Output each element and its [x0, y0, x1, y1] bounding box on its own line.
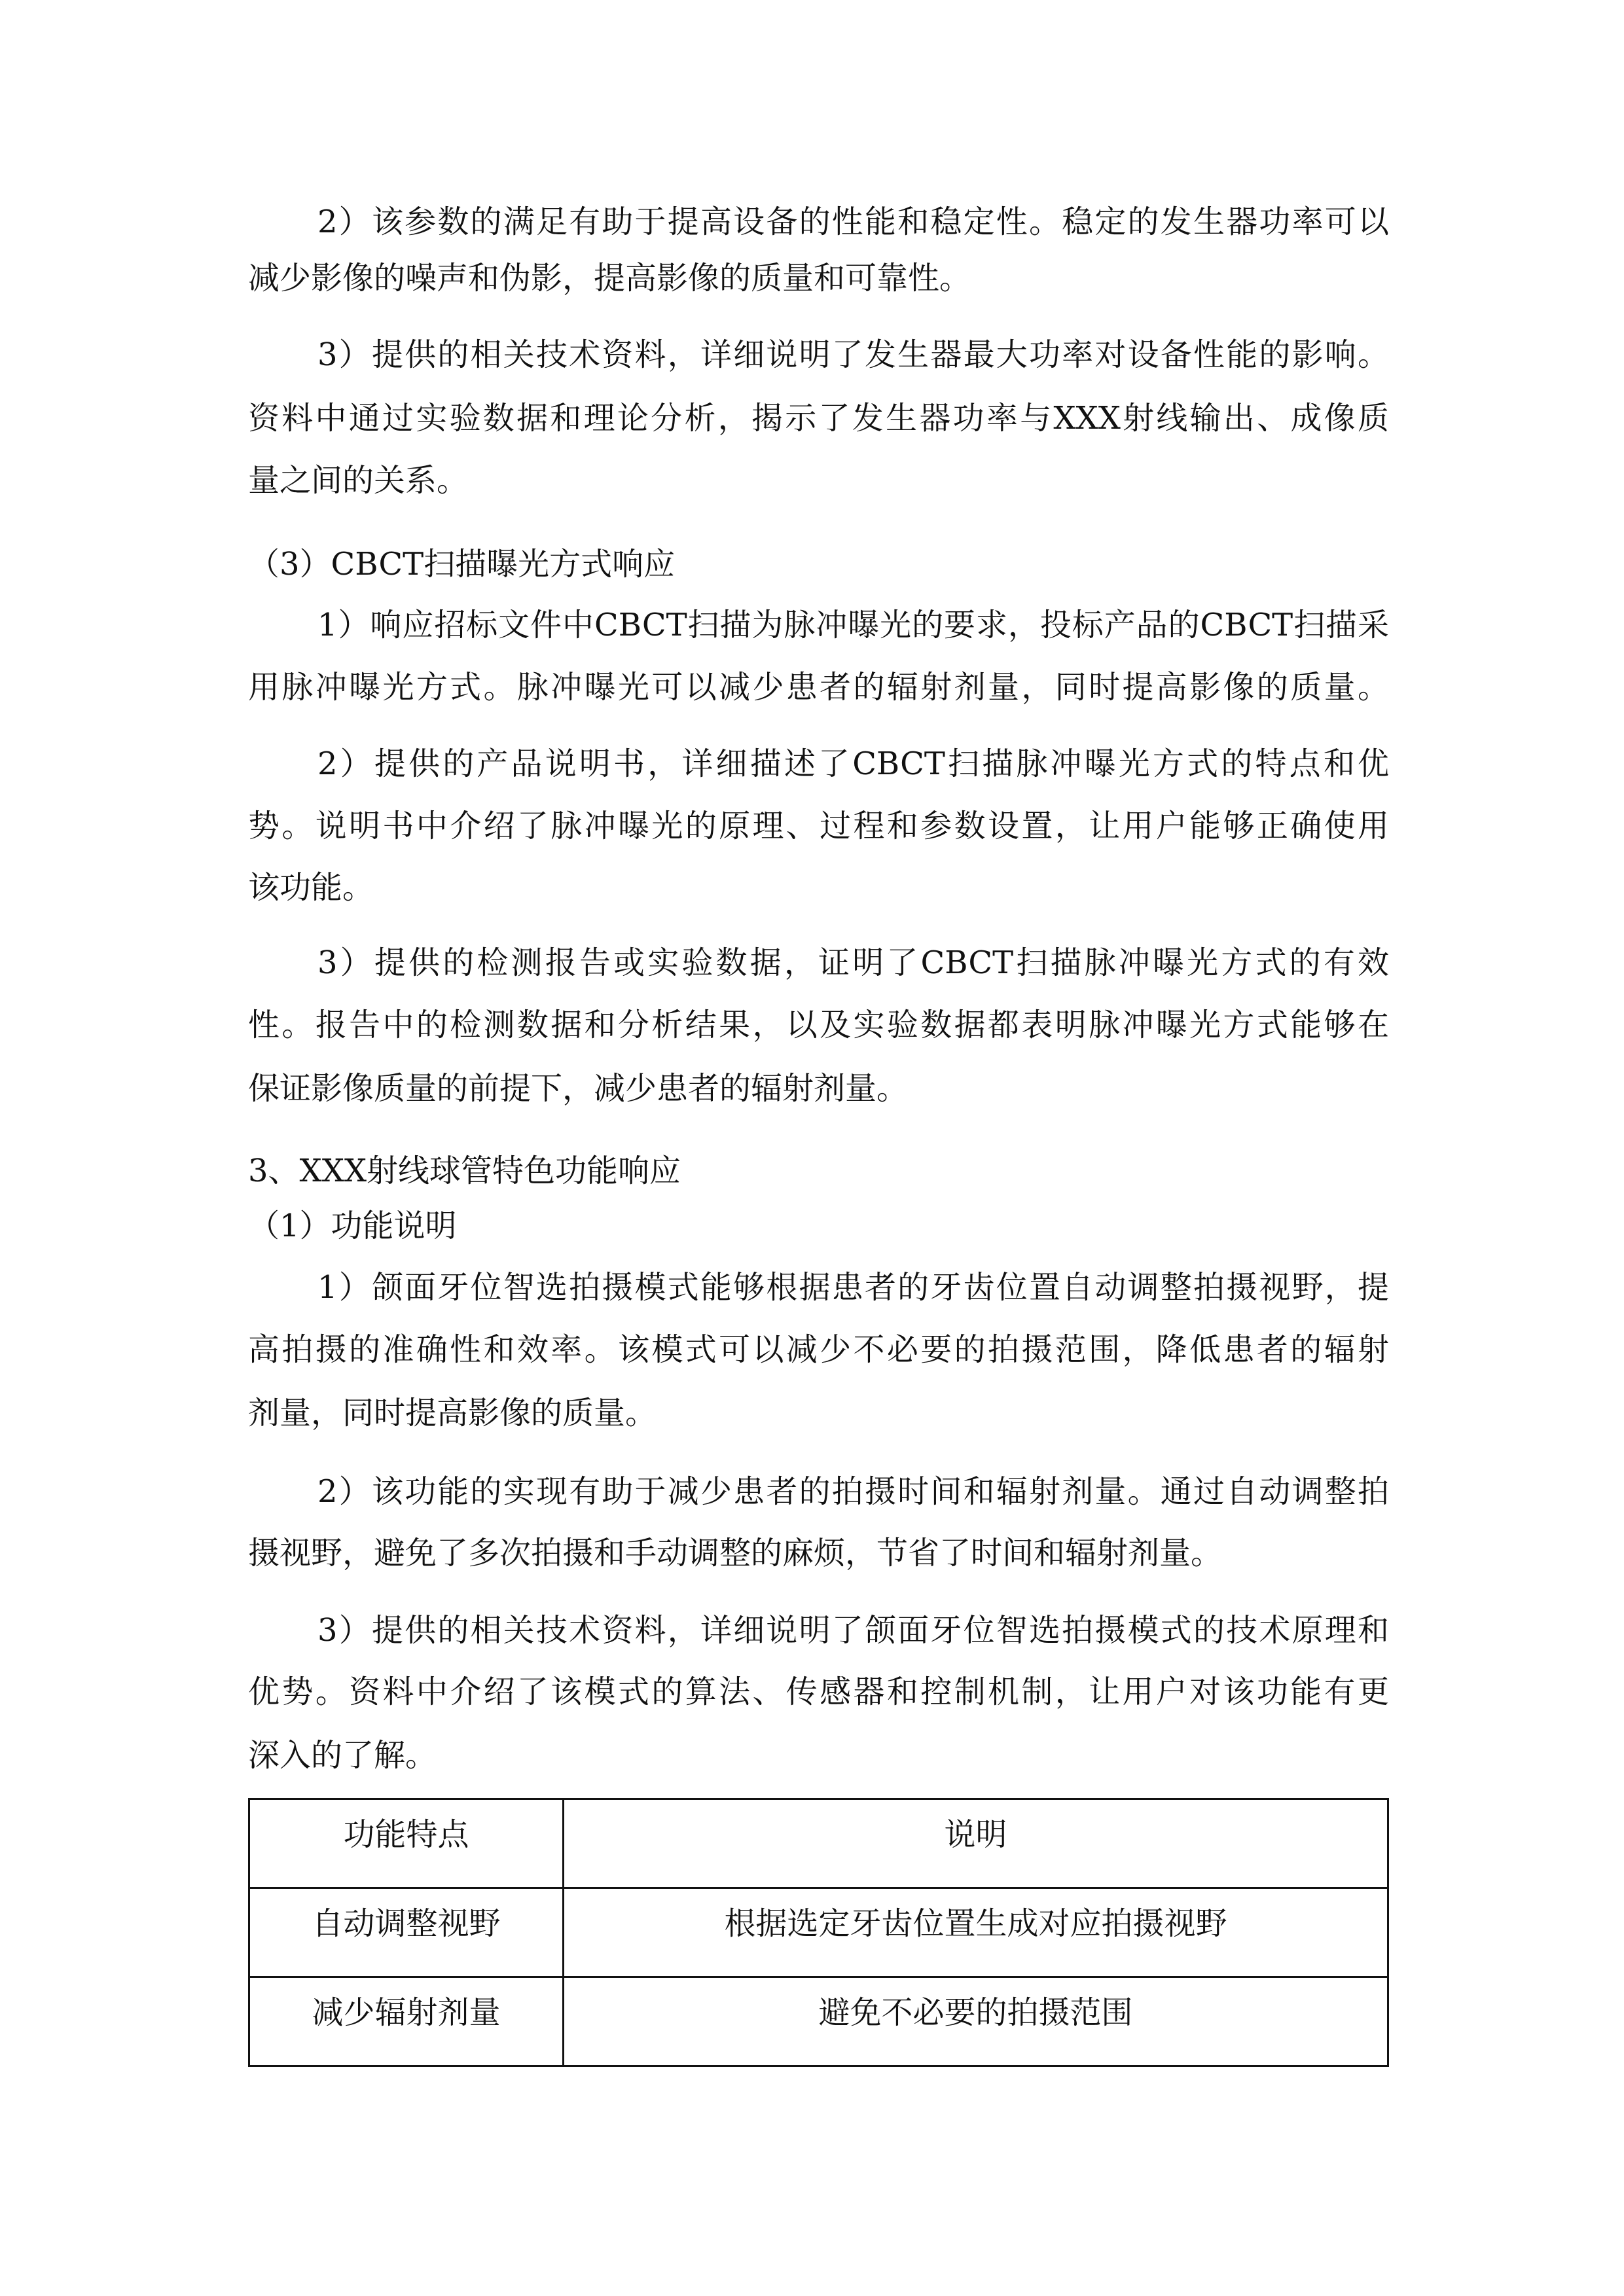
- paragraph-line: 减少影像的噪声和伪影，提高影像的质量和可靠性。: [248, 260, 971, 296]
- paragraph-line: 3）提供的相关技术资料，详细说明了颌面牙位智选拍摄模式的技术原理和: [317, 1612, 1389, 1649]
- table-header-row: [249, 1799, 1388, 1888]
- paragraph-line: 2）该参数的满足有助于提高设备的性能和稳定性。稳定的发生器功率可以: [317, 204, 1389, 240]
- paragraph-line: 性。报告中的检测数据和分析结果，以及实验数据都表明脉冲曝光方式能够在: [248, 1007, 1389, 1043]
- feature-table: [248, 1798, 1389, 2067]
- paragraph-line: 用脉冲曝光方式。脉冲曝光可以减少患者的辐射剂量，同时提高影像的质量。: [248, 669, 1389, 706]
- paragraph-line: 2）该功能的实现有助于减少患者的拍摄时间和辐射剂量。通过自动调整拍: [317, 1473, 1389, 1510]
- section-heading: （3）CBCT扫描曝光方式响应: [248, 546, 676, 583]
- paragraph-line: 资料中通过实验数据和理论分析，揭示了发生器功率与XXX射线输出、成像质: [248, 400, 1389, 437]
- paragraph-line: 高拍摄的准确性和效率。该模式可以减少不必要的拍摄范围，降低患者的辐射: [248, 1331, 1389, 1368]
- paragraph-line: 2）提供的产品说明书，详细描述了CBCT扫描脉冲曝光方式的特点和优: [317, 745, 1389, 782]
- table-cell: 自动调整视野: [249, 1888, 564, 1977]
- paragraph-line: 3）提供的相关技术资料，详细说明了发生器最大功率对设备性能的影响。: [317, 336, 1389, 373]
- table-row: [249, 1977, 1388, 2066]
- table-header-cell: 说明: [564, 1799, 1388, 1888]
- table-row: [249, 1888, 1388, 1977]
- paragraph-line: 保证影像质量的前提下，减少患者的辐射剂量。: [248, 1070, 909, 1107]
- paragraph-line: 1）响应招标文件中CBCT扫描为脉冲曝光的要求，投标产品的CBCT扫描采: [317, 607, 1389, 643]
- table-cell: 减少辐射剂量: [249, 1977, 564, 2066]
- table-cell: 避免不必要的拍摄范围: [564, 1977, 1388, 2066]
- table-cell: 根据选定牙齿位置生成对应拍摄视野: [564, 1888, 1388, 1977]
- subsection-heading: （1）功能说明: [248, 1208, 457, 1244]
- paragraph-line: 剂量，同时提高影像的质量。: [248, 1395, 657, 1431]
- table-header-cell: 功能特点: [249, 1799, 564, 1888]
- paragraph-line: 势。说明书中介绍了脉冲曝光的原理、过程和参数设置，让用户能够正确使用: [248, 808, 1389, 844]
- paragraph-line: 3）提供的检测报告或实验数据，证明了CBCT扫描脉冲曝光方式的有效: [317, 944, 1389, 981]
- paragraph-line: 该功能。: [248, 869, 374, 906]
- section-heading: 3、XXX射线球管特色功能响应: [248, 1153, 681, 1189]
- paragraph-line: 摄视野，避免了多次拍摄和手动调整的麻烦，节省了时间和辐射剂量。: [248, 1535, 1223, 1571]
- paragraph-line: 优势。资料中介绍了该模式的算法、传感器和控制机制，让用户对该功能有更: [248, 1674, 1389, 1710]
- paragraph-line: 深入的了解。: [248, 1737, 437, 1774]
- paragraph-line: 1）颌面牙位智选拍摄模式能够根据患者的牙齿位置自动调整拍摄视野，提: [317, 1269, 1389, 1306]
- paragraph-line: 量之间的关系。: [248, 462, 469, 499]
